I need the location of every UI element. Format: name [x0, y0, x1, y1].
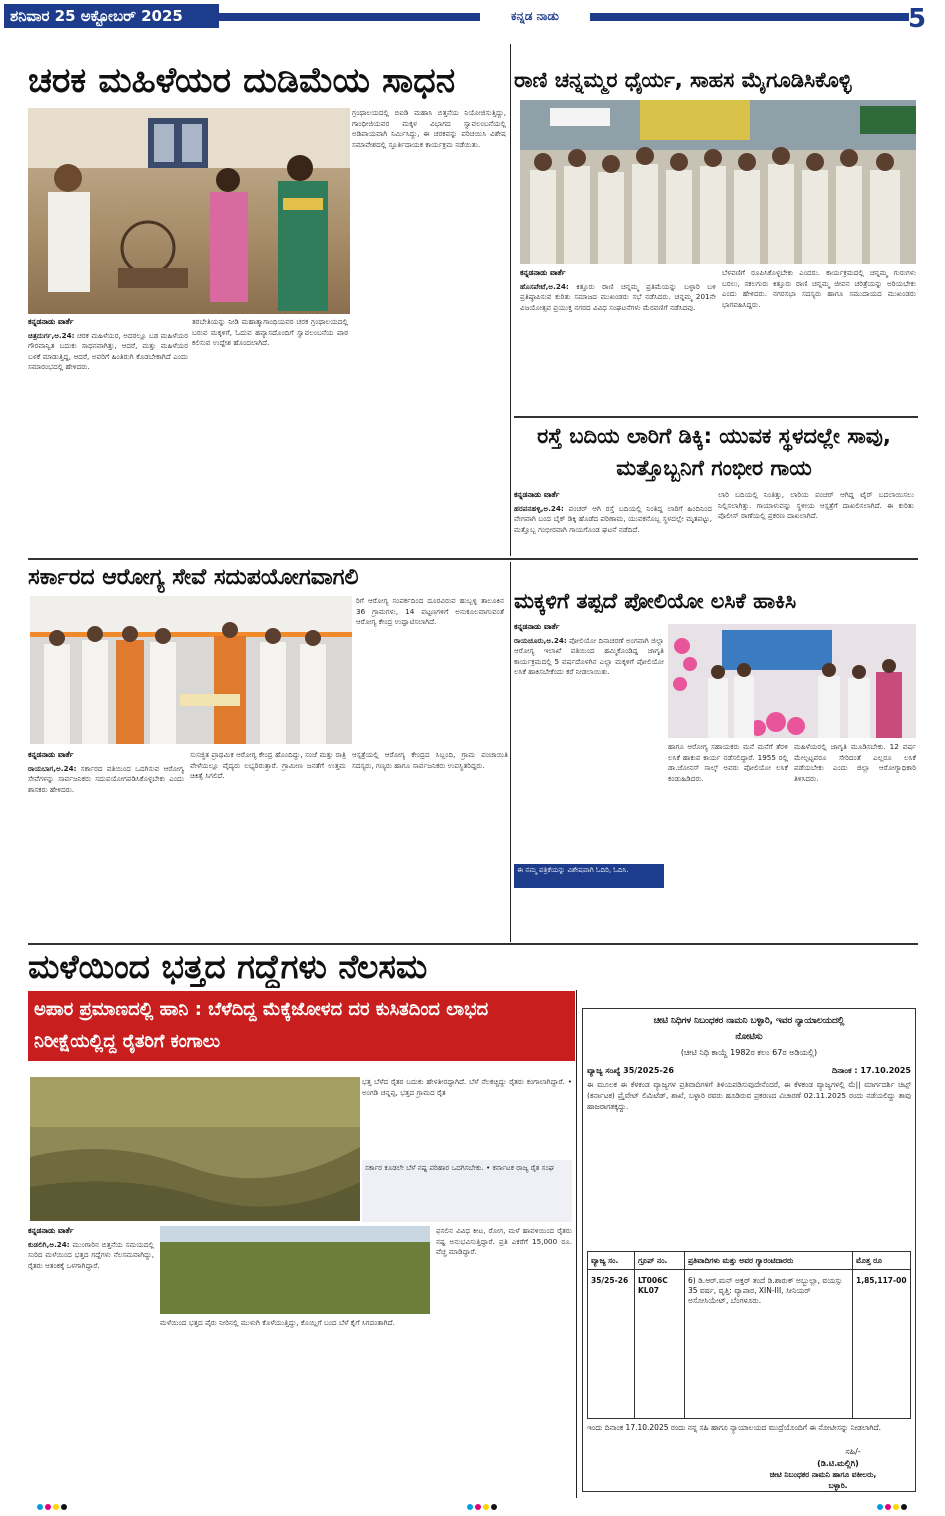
notice-sign: ಸಹಿ/-: [845, 1447, 861, 1456]
section-rule: [28, 943, 918, 945]
notice-table: [587, 1251, 911, 1419]
health-photo: [30, 596, 352, 744]
polio-photo-image: [668, 624, 916, 738]
polio-dateline: ರಾಯಚೂರು,ಅ.24:: [514, 635, 567, 645]
table-divider: [852, 1252, 853, 1418]
column-rule: [510, 44, 511, 556]
charaka-dateline: ಚಿತ್ರದುರ್ಗ,ಅ.24:: [28, 330, 75, 340]
masthead: [0, 0, 945, 40]
paddy-quote: ಸರ್ಕಾರ ಕೂಡಲೇ ಬೆಳೆ ನಷ್ಟ ಪರಿಹಾರ ಒದಗಿಸಬೇಕು. • ಕರ್ನಾಟಕ ರಾಜ್ಯ ರೈತ ಸಂಘ: [362, 1160, 572, 1222]
notice-designation: ಚೀಟಿ ನಿಬಂಧಕರ ನಾಮನಿ ಹಾಗೂ ವಕೀಲರು,: [769, 1470, 877, 1479]
table-cell-amount: 1,85,117-00: [856, 1276, 907, 1285]
health-col1: [28, 750, 184, 942]
charaka-byline: ಕನ್ನಡನಾಡು ವಾರ್ತೆ: [28, 317, 74, 326]
rani-photo-image: [520, 100, 916, 264]
newspaper-brand: ಕನ್ನಡ ನಾಡು: [480, 4, 590, 28]
charaka-col1: [28, 317, 188, 539]
health-col2: ಸುಸಜ್ಜಿತ ಪ್ರಾಥಮಿಕ ಆರೋಗ್ಯ ಕೇಂದ್ರ ಹೊಂದಿದ್ದು, ಸಂಜೆ ಮತ್ತು ರಾತ್ರಿ ವೇಳೆಯಲ್ಲೂ ವೈದ್ಯರು ಲಭ್ಯರಿರುತ್ತಾರೆ. ಗ್ರಾಮೀಣ ಜನತೆಗೆ ಉತ್ತಮ ಚಿಕಿತ್ಸೆ ಸಿಗಲಿದೆ.: [190, 750, 346, 780]
notice-footer: ಇಂದು ದಿನಾಂಕ 17.10.2025 ರಂದು ನನ್ನ ಸಹಿ ಹಾಗೂ ನ್ಯಾಯಾಲಯದ ಮುದ್ರೆಯೊಂದಿಗೆ ಈ ನೋಟೀಸನ್ನು ನೀಡಲಾಗಿದೆ.: [587, 1423, 882, 1432]
rani-col1: [520, 268, 716, 414]
table-cell-party: 6) ಡಿ.ಆರ್.ಮನ್ ಅಕ್ತರ್ ತಂದೆ ಡಿ.ಶಾರುಕ್ ಅಬ್ಬುಲ್ಲಾ, ವಯಸ್ಸು 35 ವರ್ಷ, ವೃತ್ತಿ: ವ್ಯಾಪಾರ, XIN-III, ಸೀನಿಯರ್ ಅಸೋಸಿಯೇಟ್, ಬೆಂಗಳೂರು.: [688, 1276, 843, 1305]
rani-photo: [520, 100, 916, 264]
notice-date: ದಿನಾಂಕ : 17.10.2025: [832, 1066, 911, 1075]
rani-body: ಕಿತ್ತೂರು ರಾಣಿ ಚನ್ನಮ್ಮ ಪ್ರತಿಮೆಯನ್ನು ಬಳ್ಳಾರಿ ಬಳಿ ಪ್ರತಿಷ್ಠಾಪಿಸುವ ಕುರಿತು ಸಮಾಜದ ಮುಖಂಡರು ಸಭೆ ನಡೆಸಿದರು. ಚನ್ನಮ್ಮ 201ನೇ ವಿಜಯೋತ್ಸವ ಪ್ರಯುಕ್ತ ನಗರದ ವಿವಿಧ ಸಂಘಟನೆಗಳು ಮೆರವಣಿಗೆ ನಡೆಸಿದವು.: [520, 281, 716, 312]
paddy-caption: ಭತ್ತ ಬೆಳೆದ ರೈತರ ಬದುಕು ಹೇಳತೀರದ್ದಾಗಿದೆ. ಬೆಳೆ ನೆಲಕಚ್ಚಿದ್ದು ರೈತರು ಕಂಗಾಲಾಗಿದ್ದಾರೆ. • ಅಂಗಡಿ ಚನ್ನಪ್ಪ, ಭತ್ತದ ಗ್ರಾಮದ ರೈತ: [362, 1077, 572, 1097]
polio-col3: ಮಹಿಳೆಯರಲ್ಲಿ ಜಾಗೃತಿ ಮೂಡಿಸಬೇಕು. 12 ವರ್ಷ ಮೇಲ್ಪಟ್ಟವರೂ ಸೇರಿದಂತೆ ಎಲ್ಲರೂ ಲಸಿಕೆ ಪಡೆಯಬೇಕು ಎಂದು ಜಿಲ್ಲಾ ಆರೋಗ್ಯಾಧಿಕಾರಿ ತಿಳಿಸಿದರು.: [794, 742, 916, 783]
accident-col2: ಲಾರಿ ಬದಿಯಲ್ಲಿ ನಿಂತಿತ್ತು, ಲಾರಿಯ ಪಂಚರ್ ಆಗಿದ್ದ ಟೈರ್ ಬದಲಾಯಿಸಲು ನಿಲ್ಲಿಸಲಾಗಿತ್ತು. ಗಾಯಾಳುವನ್ನು ಸ್ಥಳೀಯ ಆಸ್ಪತ್ರೆಗೆ ದಾಖಲಿಸಲಾಗಿದೆ. ಈ ಕುರಿತು ಪೊಲೀಸ್ ಠಾಣೆಯಲ್ಲಿ ಪ್ರಕರಣ ದಾಖಲಾಗಿದೆ.: [718, 490, 914, 520]
paddy-body: ಮುಂಗಾರಿನ ಬಿತ್ತನೆಯ ಸಮಯದಲ್ಲಿ ಸುರಿದ ಮಳೆಯಿಂದ ಭತ್ತದ ಗದ್ದೆಗಳು ನೆಲಸಮವಾಗಿದ್ದು, ರೈತರು ಆತಂಕಕ್ಕೆ ಒಳಗಾಗಿದ್ದಾರೆ.: [28, 1239, 154, 1270]
paddy-photo-image: [30, 1077, 360, 1221]
page-number: 5: [907, 4, 927, 34]
paddy-byline: ಕನ್ನಡನಾಡು ವಾರ್ತೆ: [28, 1226, 74, 1235]
polio-col1: [514, 622, 664, 740]
accident-dateline: ಹರಪನಹಳ್ಳಿ,ಅ.24:: [514, 503, 564, 513]
registration-dots: [0, 1502, 945, 1512]
charaka-col3: ತರಬೇತಿಯನ್ನು ನೀಡಿ ಮಹಾತ್ಮಾಗಾಂಧಿಯವರ ಚರಕ ಗ್ರಂಥಾಲಯದಲ್ಲಿ ಬರುವ ಮಕ್ಕಳಿಗೆ, ಓದುವ ಹವ್ಯಾಸದೊಂದಿಗೆ ಸ್ವಾವಲಂಬನೆಯ ಪಾಠ ಕಲಿಸುವ ಉದ್ದೇಶ ಹೊಂದಲಾಗಿದೆ.: [192, 317, 348, 347]
issue-date: ಶನಿವಾರ 25 ಅಕ್ಟೋಬರ್ 2025: [4, 4, 219, 28]
notice-case-no: ವ್ಯಾಜ್ಯ ಸಂಖ್ಯೆ 35/2025-26: [587, 1066, 674, 1075]
notice-body: ಈ ಮೂಲಕ ಈ ಕೆಳಕಂಡ ವ್ಯಾಜ್ಯಗಳ ಪ್ರತಿವಾದಿಗಳಿಗೆ ತಿಳಿಯಪಡಿಸುವುದೇನೆಂದರೆ, ಈ ಕೆಳಕಂಡ ವ್ಯಾಜ್ಯಗಳಲ್ಲಿ ಮೆ|| ಮಾರ್ಗದರ್ಶಿ ಚಿಟ್ಸ್ (ಕರ್ನಾಟಕ) ಪ್ರೈವೇಟ್ ಲಿಮಿಟೆಡ್, ಶಾಖೆ, ಬಳ್ಳಾರಿ ರವರು ಹೂಡಿರುವ ಪ್ರಕರಣದ ವಿಚಾರಣೆ 02.11.2025 ರಂದು ನಡೆಯಲಿದ್ದು ತಾವು ಹಾಜರಾಗತಕ್ಕದ್ದು.: [587, 1080, 911, 1111]
rani-byline: ಕನ್ನಡನಾಡು ವಾರ್ತೆ: [520, 268, 566, 277]
table-divider: [634, 1252, 635, 1418]
column-rule: [576, 990, 577, 1498]
polio-byline: ಕನ್ನಡನಾಡು ವಾರ್ತೆ: [514, 622, 560, 631]
accident-col1: [514, 490, 712, 558]
charaka-body: ಚರಕ ಮಹಿಳೆಯರ, ಅದರಲ್ಲೂ ಬಡ ಮಹಿಳೆಯರ ಗೌರವಾನ್ವಿತ ಬದುಕು ಸಾಧನವಾಗಿತ್ತು, ಆದರೆ, ಮತ್ತು ಮಹಿಳೆಯರ ಬಳಕೆ ಮಾಡುತ್ತಿದ್ದ, ಆದರೆ, ಅವರಿಗೆ ಹಿಂತಿರುಗಿ ಕೊಡಬೇಕಾಗಿದೆ ಎಂದು ಸಮಾರಂಭದಲ್ಲಿ ಹೇಳಿದರು.: [28, 330, 188, 371]
notice-place: ಬಳ್ಳಾರಿ.: [828, 1481, 848, 1490]
paddy-col2: ಮಳೆಯಿಂದ ಭತ್ತದ ಪೈರು ನೀರಿನಲ್ಲಿ ಮುಳುಗಿ ಕೊಳೆಯುತ್ತಿದ್ದು, ಕೊಯ್ಲಿಗೆ ಬಂದ ಬೆಳೆ ಕೈಗೆ ಸಿಗದಂತಾಗಿದೆ.: [160, 1318, 395, 1327]
health-byline: ಕನ್ನಡನಾಡು ವಾರ್ತೆ: [28, 750, 74, 759]
accident-headline: ರಸ್ತೆ ಬದಿಯ ಲಾರಿಗೆ ಡಿಕ್ಕಿ: ಯುವಕ ಸ್ಥಳದಲ್ಲೇ ಸಾವು, ಮತ್ತೊಬ್ಬನಿಗೆ ಗಂಭೀರ ಗಾಯ: [537, 424, 891, 480]
section-rule: [28, 558, 918, 560]
polio-headline: ಮಕ್ಕಳಿಗೆ ತಪ್ಪದೆ ಪೋಲಿಯೋ ಲಸಿಕೆ ಹಾಕಿಸಿ: [514, 589, 797, 613]
health-dateline: ರಾಯಬಾಗ,ಅ.24:: [28, 763, 77, 773]
maize-photo-image: [160, 1226, 430, 1314]
health-photo-image: [30, 596, 352, 744]
notice-act: (ಚೀಟಿ ನಿಧಿ ಕಾಯ್ದೆ 1982ರ ಕಲಂ 67ರ ಅಡಿಯಲ್ಲಿ): [680, 1048, 818, 1057]
rani-dateline: ಹೊಸಪೇಟೆ,ಅ.24:: [520, 281, 569, 291]
accident-body: ಪಂಚರ್ ಆಗಿ ರಸ್ತೆ ಬದಿಯಲ್ಲಿ ನಿಂತಿದ್ದ ಲಾರಿಗೆ ಹಿಂದಿನಿಂದ ವೇಗವಾಗಿ ಬಂದ ಬೈಕ್ ಡಿಕ್ಕಿ ಹೊಡೆದ ಪರಿಣಾಮ, ಯುವಕನೊಬ್ಬ ಸ್ಥಳದಲ್ಲೇ ಮೃತಪಟ್ಟು, ಮತ್ತೊಬ್ಬ ಗಂಭೀರವಾಗಿ ಗಾಯಗೊಂಡ ಘಟನೆ ನಡೆದಿದೆ.: [514, 503, 712, 534]
health-body: ಸರ್ಕಾರದ ವತಿಯಿಂದ ಒದಗಿಸುವ ಆರೋಗ್ಯ ಸೇವೆಗಳನ್ನು ಸಾರ್ವಜನಿಕರು ಸದುಪಯೋಗಪಡಿಸಿಕೊಳ್ಳಬೇಕು ಎಂದು ಶಾಸಕರು ಹೇಳಿದರು.: [28, 763, 184, 794]
charaka-photo: [28, 108, 350, 314]
notice-label: ನೋಟಿಸು: [735, 1032, 763, 1042]
column-rule: [510, 562, 511, 942]
rani-col2: ಬೆಳವಣಿಗೆ ರೂಪಿಸಿಕೊಳ್ಳಬೇಕು ಎಂದರು. ಕಾರ್ಯಕ್ರಮದಲ್ಲಿ ಚನ್ನಮ್ಮ ಗುರುಗಳು ಬರಲು, ಸಕಲಗುರು ಕಿತ್ತೂರು ರಾಣಿ ಚನ್ನಮ್ಮ ಜೀವನ ಚರಿತ್ರೆಯನ್ನು ಅರಿಯಬೇಕು ಎಂದು ಹೇಳಿದರು. ನಗರಸಭಾ ಸದಸ್ಯರು ಹಾಗೂ ಸಮುದಾಯದ ಮುಖಂಡರು ಭಾಗವಹಿಸಿದ್ದರು.: [722, 268, 916, 309]
health-headline: ಸರ್ಕಾರದ ಆರೋಗ್ಯ ಸೇವೆ ಸದುಪಯೋಗವಾಗಲಿ: [28, 565, 359, 590]
notice-title: ಚೀಟಿ ನಿಧಿಗಳ ನಿಬಂಧಕರ ನಾಮನಿ ಬಳ್ಳಾರಿ, ಇವರ ನ್ಯಾಯಾಲಯದಲ್ಲಿ: [653, 1016, 845, 1026]
charaka-photo-image: [28, 108, 350, 314]
table-cell-group: LT006C KL07: [638, 1276, 668, 1295]
health-side: ರಿಗೆ ಆರೋಗ್ಯ ಸಂಪರ್ಕದಿಂದ ದೂರವಿರುವ ಹುಬ್ಬಳ್ಳಿ ತಾಲೂಕಿನ 36 ಗ್ರಾಮಗಳು, 14 ಪಟ್ಟಣಗಳಿಗೆ ಅನುಕೂಲವಾಗುವಂತೆ ಆರೋಗ್ಯ ಕೇಂದ್ರ ಉದ್ಘಾಟಿಸಲಾಗಿದೆ.: [356, 596, 504, 626]
maize-photo: [160, 1226, 430, 1314]
print-registration-strip: [0, 1497, 945, 1507]
rani-headline: ರಾಣಿ ಚನ್ನಮ್ಮರ ಧೈರ್ಯ, ಸಾಹಸ ಮೈಗೂಡಿಸಿಕೊಳ್ಳಿ: [514, 68, 852, 92]
charaka-col2: ಗ್ರಂಥಾಲಯದಲ್ಲಿ ಬಿಐಡಿ ಮಹಾಸಿ ಬಿತ್ತನೆಯ ನಿಯೋಜಿಸುತ್ತಿದ್ದು, ಗಾಂಧೀಜಿಯವರ ಮಕ್ಕಳ ವಿಭಾಗದ ಸ್ವಾವಲಂಬನೆಯಲ್ಲಿ ಅಡಿಪಾಯವಾಗಿ ನಿರ್ಮಿಸಿದ್ದು, ಈ ಚರಕವನ್ನು ಪರಿಚಯಿಸಿ ವಿಶೇಷ ಸಮಾವೇಶದಲ್ಲಿ ಸ್ಫೂರ್ತಿದಾಯಕ ಕಾರ್ಯಕ್ರಮ ನಡೆಯಿತು.: [352, 108, 506, 149]
legal-notice: [582, 1008, 916, 1492]
accident-byline: ಕನ್ನಡನಾಡು ವಾರ್ತೆ: [514, 490, 560, 499]
health-col3: ಆಸ್ಪತ್ರೆಯಲ್ಲಿ ಆರೋಗ್ಯ ಕೇಂದ್ರದ ಸಿಬ್ಬಂದಿ, ಗ್ರಾಮ ಪಂಚಾಯಿತಿ ಸದಸ್ಯರು, ಗಣ್ಯರು ಹಾಗೂ ಸಾರ್ವಜನಿಕರು ಉಪಸ್ಥಿತರಿದ್ದರು.: [352, 750, 508, 770]
polio-body: ಪೋಲಿಯೋ ದಿನಾಚರಣೆ ಅಂಗವಾಗಿ ಜಿಲ್ಲಾ ಆರೋಗ್ಯ ಇಲಾಖೆ ವತಿಯಿಂದ ಹಮ್ಮಿಕೊಂಡಿದ್ದ ಜಾಗೃತಿ ಕಾರ್ಯಕ್ರಮದಲ್ಲಿ 5 ವರ್ಷದೊಳಗಿನ ಎಲ್ಲಾ ಮಕ್ಕಳಿಗೆ ಪೋಲಿಯೋ ಲಸಿಕೆ ಹಾಕಿಸಬೇಕೆಂದು ಕರೆ ನೀಡಲಾಯಿತು.: [514, 635, 664, 676]
paddy-dateline: ಕುಡಲಿಗಿ,ಅ.24:: [28, 1239, 70, 1249]
table-cell-case: 35/25-26: [591, 1276, 629, 1285]
promo-box: ಈ ನಮ್ಮ ಪತ್ರಿಕೆಯನ್ನು ವಿಶೇಷವಾಗಿ ಓದಿರಿ, ಓದಿಸಿ.: [514, 864, 664, 888]
notice-table-header: [588, 1252, 910, 1270]
paddy-col3: ಫಸಲಿನ ವಿವಿಧ ಕೀಟ, ರೋಗ, ಮಳೆ ಹಾವಳಿಯಿಂದ ರೈತರು ನಷ್ಟ ಅನುಭವಿಸುತ್ತಿದ್ದಾರೆ. ಪ್ರತಿ ಎಕರೆಗೆ 15,000 ರೂ. ವೆಚ್ಚ ಮಾಡಿದ್ದಾರೆ.: [436, 1226, 572, 1256]
paddy-subhead: ಅಪಾರ ಪ್ರಮಾಣದಲ್ಲಿ ಹಾನಿ : ಬೆಳೆದಿದ್ದ ಮೆಕ್ಕೆಜೋಳದ ದರ ಕುಸಿತದಿಂದ ಲಾಭದ ನಿರೀಕ್ಷೆಯಲ್ಲಿದ್ದ ರೈತರಿಗೆ ಕಂಗಾಲು: [28, 991, 575, 1061]
table-divider: [684, 1252, 685, 1418]
charaka-headline: ಚರಕ ಮಹಿಳೆಯರ ದುಡಿಮೆಯ ಸಾಧನ: [28, 61, 456, 101]
section-rule: [514, 416, 918, 418]
paddy-headline: ಮಳೆಯಿಂದ ಭತ್ತದ ಗದ್ದೆಗಳು ನೆಲಸಮ: [28, 947, 428, 986]
notice-signatory: (ಡಿ.ಟಿ.ಮಲ್ಲಿಗಿ): [817, 1459, 859, 1468]
col-header: ಪ್ರತಿವಾದಿಗಳು ಮತ್ತು ಅವರ ಗ್ಯಾರಂಟಿದಾರರು: [688, 1256, 794, 1265]
col-header: ಗ್ರೂಪ್ ನಂ.: [638, 1256, 668, 1265]
polio-photo: [668, 624, 916, 738]
col-header: ಮೊತ್ತ ರೂ: [856, 1256, 882, 1265]
paddy-photo: [30, 1077, 360, 1221]
paddy-col1: [28, 1226, 154, 1496]
polio-col2: ಹಾಗೂ ಆರೋಗ್ಯ ಸಹಾಯಕರು ಮನೆ ಮನೆಗೆ ತೆರಳಿ ಲಸಿಕೆ ಹಾಕುವ ಕಾರ್ಯ ನಡೆಸಲಿದ್ದಾರೆ. 1955 ರಲ್ಲಿ ಡಾ.ಜೋನಸ್ ಸಾಲ್ಕ್ ಅವರು ಪೋಲಿಯೋ ಲಸಿಕೆ ಕಂಡುಹಿಡಿದರು.: [668, 742, 788, 783]
col-header: ವ್ಯಾಜ್ಯ ಸಂ.: [591, 1256, 619, 1265]
